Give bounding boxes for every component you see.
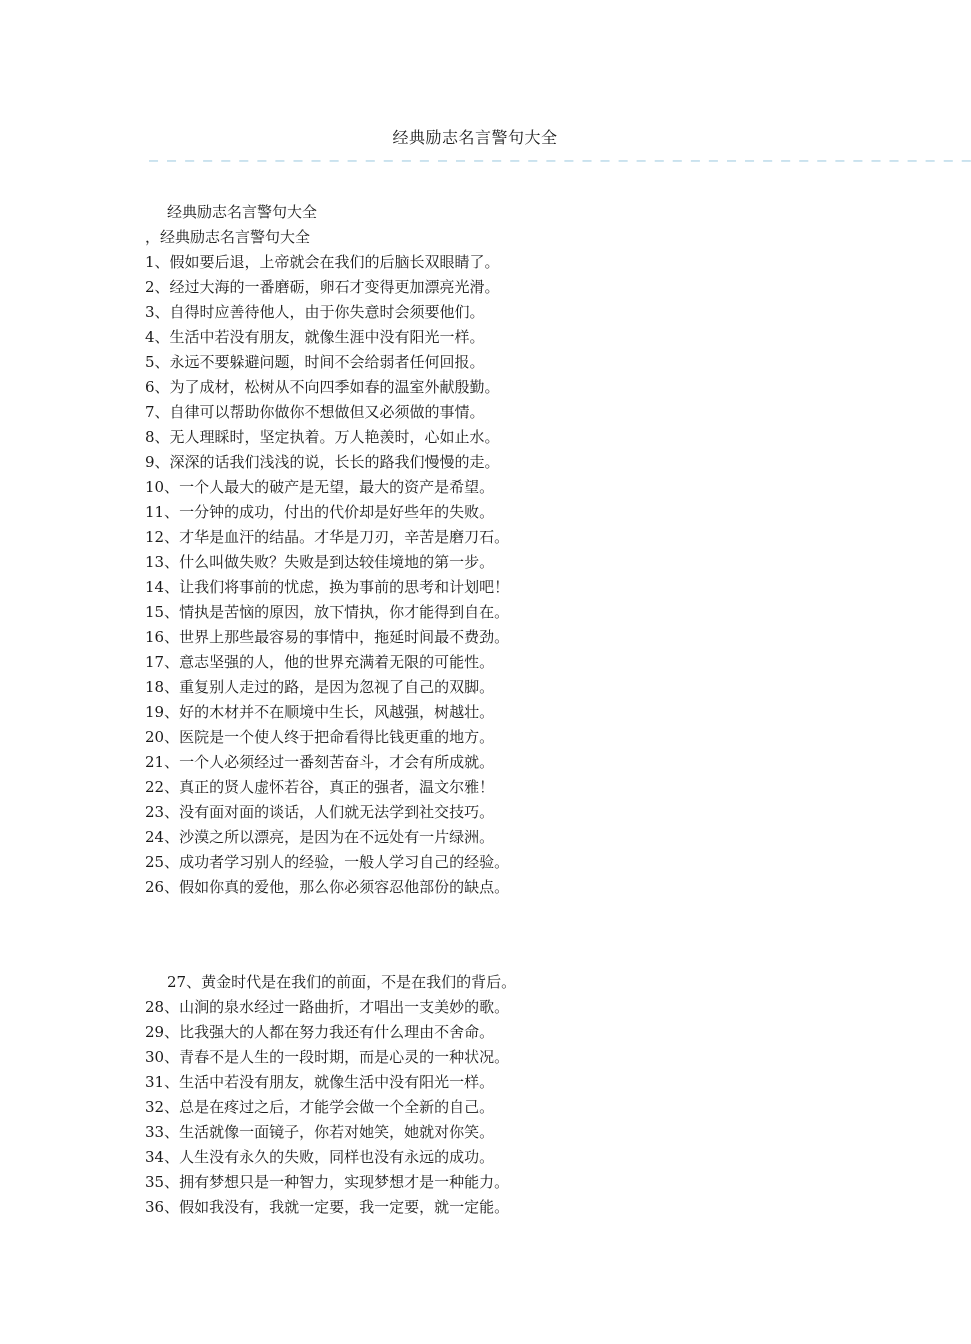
- quote-section-1: [145, 200, 805, 900]
- quote-line: 24、沙漠之所以漂亮，是因为在不远处有一片绿洲。: [145, 828, 495, 846]
- quote-line: 7、自律可以帮助你做你不想做但又必须做的事情。: [145, 403, 485, 421]
- quote-line: 4、生活中若没有朋友，就像生涯中没有阳光一样。: [145, 328, 485, 346]
- header-divider: — — — — — — — — — — — — — — — — — — — — — — — — — — — — — — — — — — — — — — — — — — — — — —: [149, 151, 971, 169]
- quote-line: 17、意志坚强的人，他的世界充满着无限的可能性。: [145, 653, 495, 671]
- quote-line: 16、世界上那些最容易的事情中，拖延时间最不费劲。: [145, 628, 510, 646]
- quote-line: 2、经过大海的一番磨砺，卵石才变得更加漂亮光滑。: [145, 278, 500, 296]
- quote-line: 20、医院是一个使人终于把命看得比钱更重的地方。: [145, 728, 495, 746]
- quote-line: 31、生活中若没有朋友，就像生活中没有阳光一样。: [145, 1073, 495, 1091]
- quote-line: 3、自得时应善待他人，由于你失意时会须要他们。: [145, 303, 485, 321]
- quote-line: 30、青春不是人生的一段时期，而是心灵的一种状况。: [145, 1048, 510, 1066]
- quote-line: 12、才华是血汗的结晶。才华是刀刃，辛苦是磨刀石。: [145, 528, 510, 546]
- quote-line: 33、生活就像一面镜子，你若对她笑，她就对你笑。: [145, 1123, 495, 1141]
- quote-line: 22、真正的贤人虚怀若谷，真正的强者，温文尔雅！: [145, 778, 495, 796]
- quote-line: 23、没有面对面的谈话，人们就无法学到社交技巧。: [145, 803, 495, 821]
- quote-line: 32、总是在疼过之后，才能学会做一个全新的自己。: [145, 1098, 495, 1116]
- quote-line: 1、假如要后退，上帝就会在我们的后脑长双眼睛了。: [145, 253, 500, 271]
- quote-line: 35、拥有梦想只是一种智力，实现梦想才是一种能力。: [145, 1173, 510, 1191]
- section-subheading: ，经典励志名言警句大全: [145, 228, 311, 246]
- quote-line: 5、永远不要躲避问题，时间不会给弱者任何回报。: [145, 353, 485, 371]
- quote-line: 11、一分钟的成功，付出的代价却是好些年的失败。: [145, 503, 495, 521]
- quote-line: 13、什么叫做失败？失败是到达较佳境地的第一步。: [145, 553, 495, 571]
- header-title: 经典励志名言警句大全: [392, 128, 558, 147]
- quote-line: 26、假如你真的爱他，那么你必须容忍他部份的缺点。: [145, 878, 510, 896]
- quote-line: 8、无人理睬时，坚定执着。万人艳羡时，心如止水。: [145, 428, 500, 446]
- quote-line: 25、成功者学习别人的经验，一般人学习自己的经验。: [145, 853, 510, 871]
- quote-line: 27、黄金时代是在我们的前面，不是在我们的背后。: [167, 973, 517, 991]
- quote-line: 36、假如我没有，我就一定要，我一定要，就一定能。: [145, 1198, 510, 1216]
- quote-line: 9、深深的话我们浅浅的说，长长的路我们慢慢的走。: [145, 453, 500, 471]
- quote-line: 21、一个人必须经过一番刻苦奋斗，才会有所成就。: [145, 753, 495, 771]
- quote-line: 18、重复别人走过的路，是因为忽视了自己的双脚。: [145, 678, 495, 696]
- quote-line: 29、比我强大的人都在努力我还有什么理由不舍命。: [145, 1023, 495, 1041]
- quote-line: 19、好的木材并不在顺境中生长，风越强，树越壮。: [145, 703, 495, 721]
- section-heading: 经典励志名言警句大全: [167, 203, 318, 221]
- quote-line: 15、情执是苦恼的原因，放下情执，你才能得到自在。: [145, 603, 510, 621]
- quote-line: 28、山涧的泉水经过一路曲折，才唱出一支美妙的歌。: [145, 998, 510, 1016]
- quote-line: 6、为了成材，松树从不向四季如春的温室外献殷勤。: [145, 378, 500, 396]
- quote-line: 10、一个人最大的破产是无望，最大的资产是希望。: [145, 478, 495, 496]
- quote-section-2: [145, 970, 805, 1220]
- quote-line: 34、人生没有永久的失败，同样也没有永远的成功。: [145, 1148, 495, 1166]
- quote-line: 14、让我们将事前的忧虑，换为事前的思考和计划吧！: [145, 578, 510, 596]
